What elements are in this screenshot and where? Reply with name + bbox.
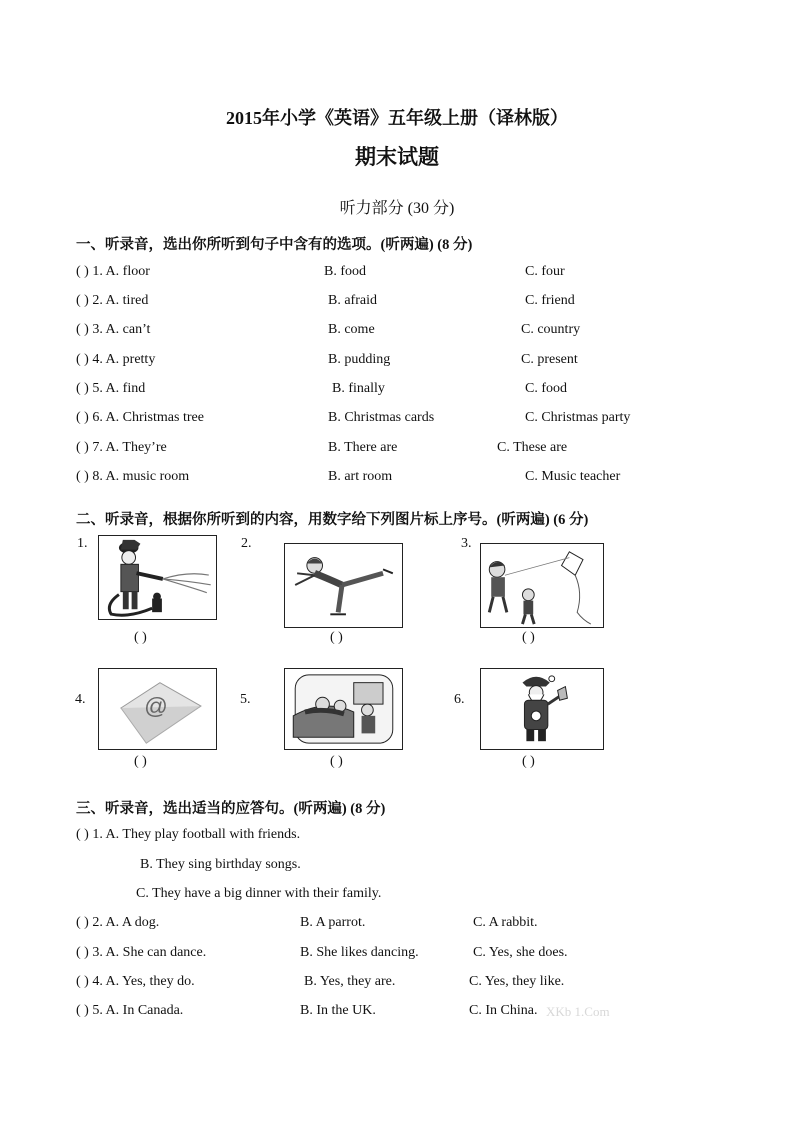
s1-q4-b: B. pudding	[328, 352, 391, 367]
family-sofa-icon	[284, 668, 403, 750]
watermark: XKb 1.Com	[546, 1004, 610, 1019]
s1-q8-b: B. art room	[328, 469, 393, 484]
s1-q3-b: B. come	[328, 322, 375, 337]
pic2-number: 2.	[241, 536, 252, 551]
part-heading: 听力部分 (30 分)	[339, 200, 455, 217]
pic4-answer-blank[interactable]: ( )	[134, 754, 147, 769]
s1-q5-a: ( ) 5. A. find	[76, 381, 146, 396]
s1-q6-c: C. Christmas party	[525, 410, 631, 425]
s1-q1-a: ( ) 1. A. floor	[76, 264, 150, 279]
s1-q2-a: ( ) 2. A. tired	[76, 293, 149, 308]
s3-q5-a: ( ) 5. A. In Canada.	[76, 1003, 184, 1018]
s3-q4-c: C. Yes, they like.	[469, 974, 565, 989]
pic6-number: 6.	[454, 692, 465, 707]
pic2-answer-blank[interactable]: ( )	[330, 630, 343, 645]
ice-skater-icon	[284, 543, 403, 628]
section3-heading: 三、听录音，选出适当的应答句。(听两遍) (8 分)	[76, 801, 386, 817]
s3-q1-c: C. They have a big dinner with their family.	[136, 886, 382, 901]
email-envelope-icon	[98, 668, 217, 750]
s3-q5-b: B. In the UK.	[300, 1003, 376, 1018]
s1-q5-b: B. finally	[332, 381, 385, 396]
section2-heading: 二、听录音，根据你所听到的内容，用数字给下列图片标上序号。(听两遍) (6 分)	[76, 512, 589, 528]
s3-q2-b: B. A parrot.	[300, 915, 366, 930]
s3-q2-c: C. A rabbit.	[473, 915, 538, 930]
s3-q3-a: ( ) 3. A. She can dance.	[76, 945, 207, 960]
s3-q1-b: B. They sing birthday songs.	[140, 857, 301, 872]
page-title: 2015年小学《英语》五年级上册（译林版）	[226, 108, 568, 128]
pic3-answer-blank[interactable]: ( )	[522, 630, 535, 645]
s1-q6-a: ( ) 6. A. Christmas tree	[76, 410, 204, 425]
s1-q1-c: C. four	[525, 264, 565, 279]
svg-text:@: @	[144, 692, 168, 719]
s1-q2-b: B. afraid	[328, 293, 377, 308]
s1-q6-b: B. Christmas cards	[328, 410, 435, 425]
s1-q3-c: C. country	[521, 322, 581, 337]
pic5-number: 5.	[240, 692, 251, 707]
s1-q7-a: ( ) 7. A. They’re	[76, 440, 167, 455]
s3-q3-b: B. She likes dancing.	[300, 945, 419, 960]
s3-q2-a: ( ) 2. A. A dog.	[76, 915, 160, 930]
s3-q4-b: B. Yes, they are.	[304, 974, 396, 989]
s3-q5-c: C. In China.	[469, 1003, 538, 1018]
s3-q4-a: ( ) 4. A. Yes, they do.	[76, 974, 195, 989]
s1-q4-a: ( ) 4. A. pretty	[76, 352, 156, 367]
s1-q7-c: C. These are	[497, 440, 568, 455]
page-subtitle: 期末试题	[355, 145, 439, 169]
section1-heading: 一、听录音，选出你所听到句子中含有的选项。(听两遍) (8 分)	[76, 237, 473, 253]
s3-q3-c: C. Yes, she does.	[473, 945, 568, 960]
s3-q1-a: ( ) 1. A. They play football with friends.	[76, 827, 301, 842]
s1-q8-a: ( ) 8. A. music room	[76, 469, 190, 484]
santa-claus-icon	[480, 668, 604, 750]
s1-q8-c: C. Music teacher	[525, 469, 621, 484]
pic1-number: 1.	[77, 536, 88, 551]
pic1-answer-blank[interactable]: ( )	[134, 630, 147, 645]
s1-q1-b: B. food	[324, 264, 366, 279]
s1-q3-a: ( ) 3. A. can’t	[76, 322, 151, 337]
s1-q2-c: C. friend	[525, 293, 575, 308]
s1-q7-b: B. There are	[328, 440, 398, 455]
pic3-number: 3.	[461, 536, 472, 551]
pic4-number: 4.	[75, 692, 86, 707]
s1-q4-c: C. present	[521, 352, 578, 367]
pic5-answer-blank[interactable]: ( )	[330, 754, 343, 769]
s1-q5-c: C. food	[525, 381, 567, 396]
kids-kite-icon	[480, 543, 604, 628]
pic6-answer-blank[interactable]: ( )	[522, 754, 535, 769]
firefighter-hose-icon	[98, 535, 217, 620]
